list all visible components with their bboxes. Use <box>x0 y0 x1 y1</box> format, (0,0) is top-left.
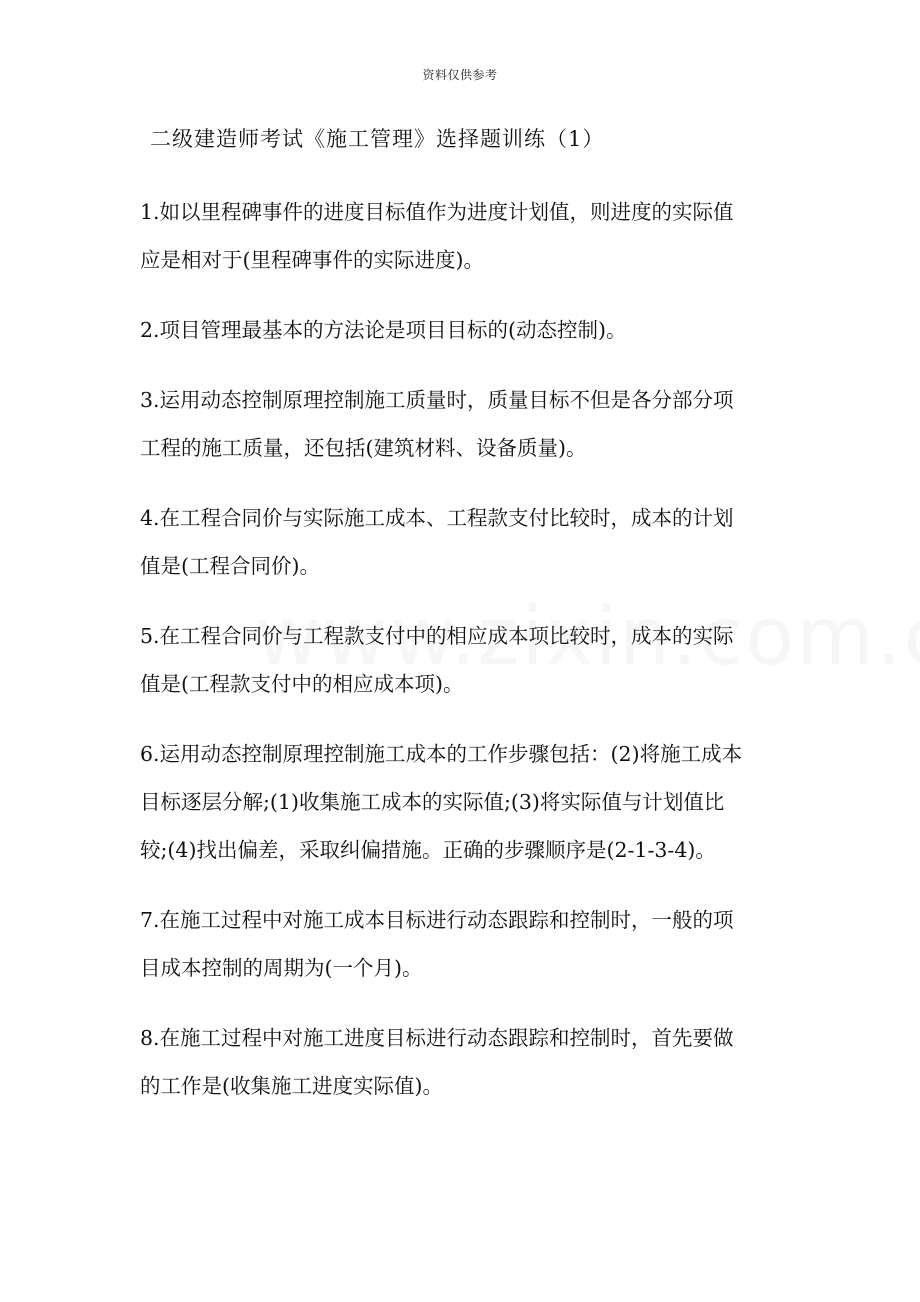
question-2 <box>140 306 795 354</box>
question-line: 工程的施工质量，还包括(建筑材料、设备质量)。 <box>140 436 587 460</box>
question-8 <box>140 1014 795 1110</box>
question-line: 6.运用动态控制原理控制施工成本的工作步骤包括：(2)将施工成本 <box>140 742 743 766</box>
question-list <box>140 188 795 1132</box>
question-1 <box>140 188 795 284</box>
question-line: 2.项目管理最基本的方法论是项目目标的(动态控制)。 <box>140 318 627 342</box>
question-line: 值是(工程款支付中的相应成本项)。 <box>140 672 464 696</box>
question-line: 5.在工程合同价与工程款支付中的相应成本项比较时，成本的实际 <box>140 624 734 648</box>
question-6 <box>140 730 795 874</box>
question-line: 3.运用动态控制原理控制施工质量时，质量目标不但是各分部分项 <box>140 388 734 412</box>
question-line: 8.在施工过程中对施工进度目标进行动态跟踪和控制时，首先要做 <box>140 1026 734 1050</box>
question-line: 目标逐层分解;(1)收集施工成本的实际值;(3)将实际值与计划值比 <box>140 790 725 814</box>
question-line: 4.在工程合同价与实际施工成本、工程款支付比较时，成本的计划 <box>140 506 734 530</box>
question-5 <box>140 612 795 708</box>
question-line: 目成本控制的周期为(一个月)。 <box>140 956 423 980</box>
question-3 <box>140 376 795 472</box>
question-line: 较;(4)找出偏差，采取纠偏措施。正确的步骤顺序是(2-1-3-4)。 <box>140 838 716 862</box>
question-line: 1.如以里程碑事件的进度目标值作为进度计划值，则进度的实际值 <box>140 200 734 224</box>
question-line: 值是(工程合同价)。 <box>140 554 320 578</box>
document-title: 二级建造师考试《施工管理》选择题训练（1） <box>150 127 605 151</box>
question-line: 7.在施工过程中对施工成本目标进行动态跟踪和控制时，一般的项 <box>140 908 734 932</box>
header-note: 资料仅供参考 <box>422 68 498 82</box>
question-line: 应是相对于(里程碑事件的实际进度)。 <box>140 248 484 272</box>
question-4 <box>140 494 795 590</box>
question-7 <box>140 896 795 992</box>
question-line: 的工作是(收集施工进度实际值)。 <box>140 1074 443 1098</box>
